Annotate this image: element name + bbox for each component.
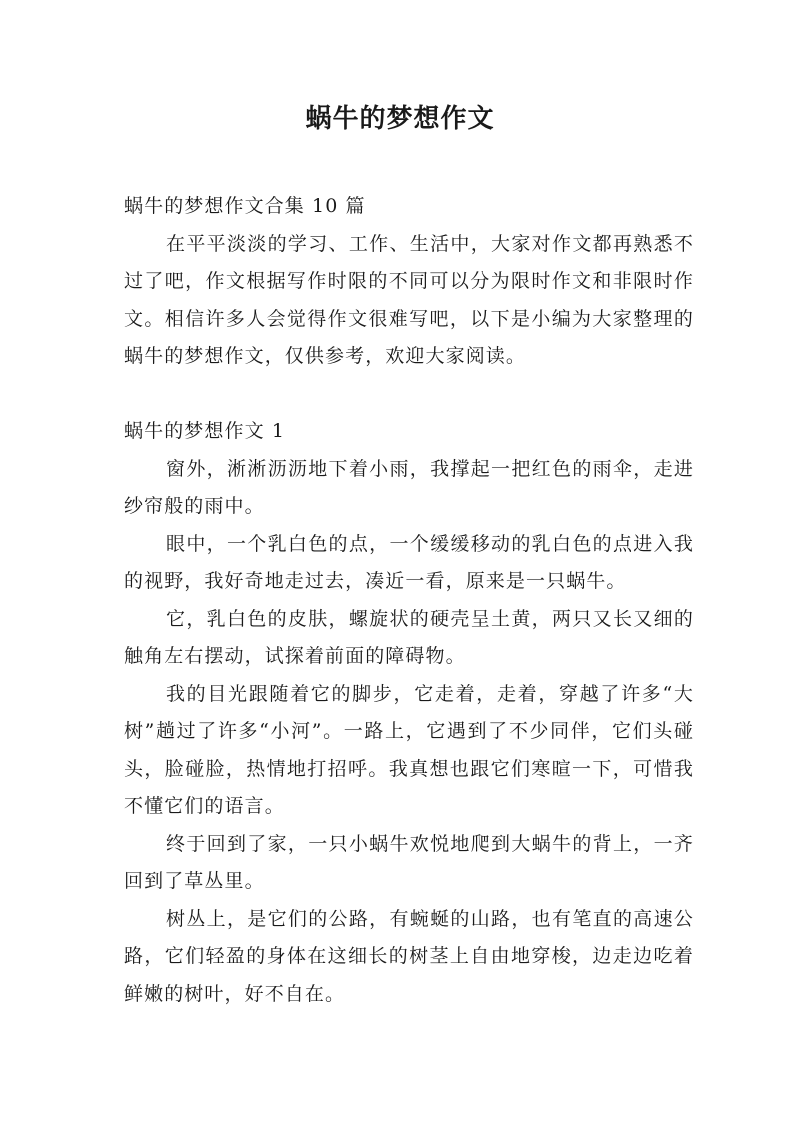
essay-paragraph: 树丛上，是它们的公路，有蜿蜒的山路，也有笔直的高速公路，它们轻盈的身体在这细长的树茎上自由地穿梭，边走边吃着鲜嫩的树叶，好不自在。	[124, 907, 694, 1005]
essay-paragraph: 窗外，淅淅沥沥地下着小雨，我撑起一把红色的雨伞，走进纱帘般的雨中。	[124, 457, 694, 517]
essay-heading: 蜗牛的梦想作文 1	[124, 420, 286, 442]
page-title: 蜗牛的梦想作文	[305, 104, 495, 134]
essay-paragraph: 眼中，一个乳白色的点，一个缓缓移动的乳白色的点进入我的视野，我好奇地走过去，凑近一看，原来是一只蜗牛。	[124, 532, 694, 592]
essay-paragraph: 终于回到了家，一只小蜗牛欢悦地爬到大蜗牛的背上，一齐回到了草丛里。	[124, 832, 694, 892]
collection-heading: 蜗牛的梦想作文合集 10 篇	[124, 195, 366, 217]
document-body	[124, 188, 694, 1013]
paragraph-gap	[124, 376, 694, 414]
essay-paragraph: 它，乳白色的皮肤，螺旋状的硬壳呈土黄，两只又长又细的触角左右摆动，试探着前面的障碍物。	[124, 607, 694, 667]
intro-paragraph: 在平平淡淡的学习、工作、生活中，大家对作文都再熟悉不过了吧，作文根据写作时限的不同可以分为限时作文和非限时作文。相信许多人会觉得作文很难写吧，以下是小编为大家整理的蜗牛的梦想作文，仅供参考，欢迎大家阅读。	[124, 232, 694, 367]
essay-paragraph: 我的目光跟随着它的脚步，它走着，走着，穿越了许多“大树”趟过了许多“小河”。一路上，它遇到了不少同伴，它们头碰头，脸碰脸，热情地打招呼。我真想也跟它们寒暄一下，可惜我不懂它们的语言。	[124, 682, 694, 817]
